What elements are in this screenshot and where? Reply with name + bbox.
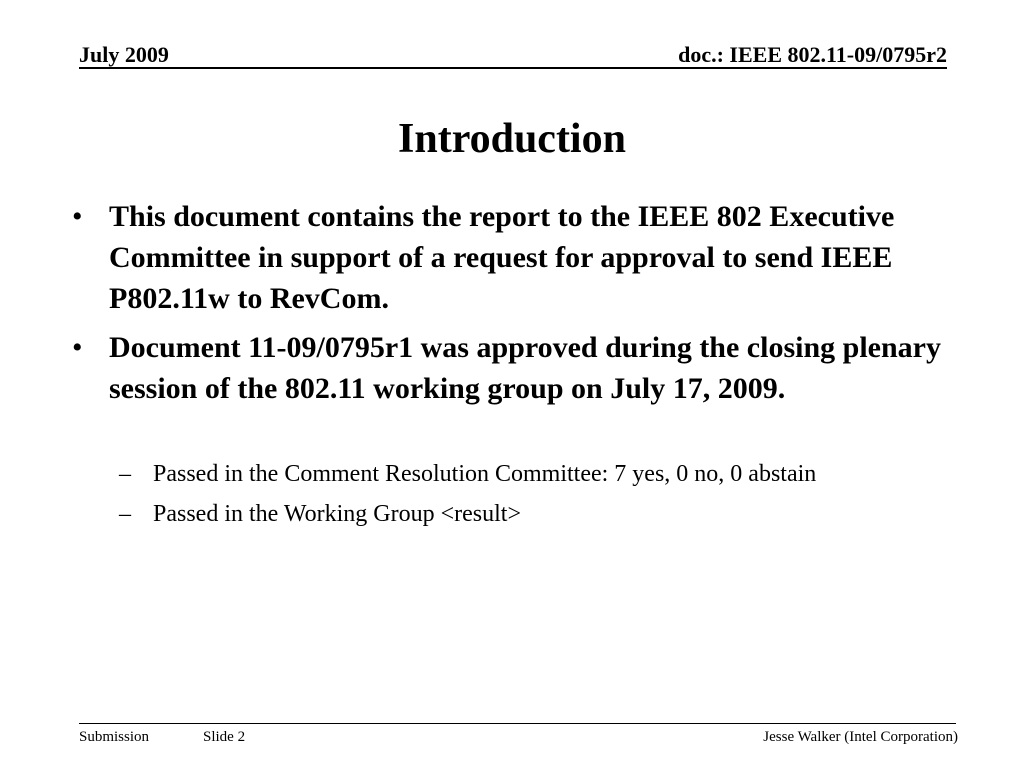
- sub-bullet-item: [119, 494, 979, 534]
- footer-slide-number: Slide 2: [203, 729, 246, 745]
- bullet-dot-icon: •: [72, 200, 83, 233]
- bullet-dot-icon: •: [72, 331, 83, 364]
- sub-bullet-list: [119, 454, 979, 534]
- footer-author: Jesse Walker (Intel Corporation): [763, 729, 958, 745]
- bullet-text: Document 11-09/0795r1 was approved during the closing plenary session of the 802.11 working group on July 17, 2009.: [109, 331, 941, 405]
- bullet-item: [70, 327, 970, 409]
- header-doc-id: doc.: IEEE 802.11-09/0795r2: [678, 42, 947, 67]
- header-divider: [79, 67, 947, 69]
- sub-bullet-item: [119, 454, 979, 494]
- bullet-text: This document contains the report to the IEEE 802 Executive Committee in support of a request for approval to send IEEE P802.11w to RevCom.: [109, 200, 895, 315]
- dash-icon: –: [119, 501, 131, 527]
- sub-bullet-text: Passed in the Working Group <result>: [153, 501, 521, 527]
- dash-icon: –: [119, 461, 131, 487]
- header-date: July 2009: [79, 42, 169, 67]
- bullet-item: [70, 196, 970, 319]
- footer-submission: Submission: [79, 729, 150, 745]
- sub-bullet-text: Passed in the Comment Resolution Committee: 7 yes, 0 no, 0 abstain: [153, 461, 817, 487]
- footer-divider: [79, 723, 956, 724]
- slide-title: Introduction: [398, 116, 626, 162]
- bullet-list: [70, 196, 970, 417]
